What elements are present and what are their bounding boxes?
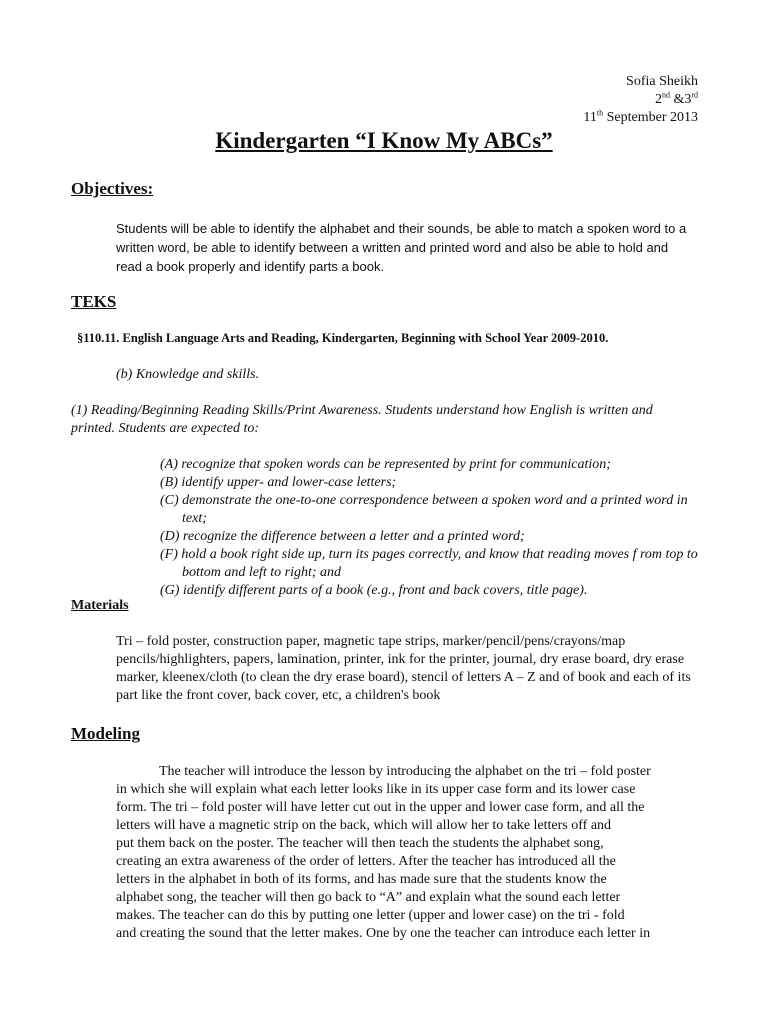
lesson-date: 11th September 2013 [583, 108, 698, 125]
text-line: letters in the alphabet in both of its forms, and has made sure that the students know the [116, 872, 607, 887]
text-line: and creating the sound that the letter makes. One by one the teacher can introduce each letter in [116, 926, 651, 941]
objectives-heading: Objectives: [71, 179, 154, 198]
reading-skills-intro: (1) Reading/Beginning Reading Skills/Print Awareness. Students understand how English is written and printed. Students are expected to: [71, 403, 653, 436]
list-item: (A) recognize that spoken words can be represented by print for communication; [160, 457, 611, 472]
text-line: put them back on the poster. The teacher will then teach the students the alphabet song, [116, 836, 604, 851]
text-line: creating an extra awareness of the order of letters. After the teacher has introduced all the [116, 854, 616, 869]
modeling-text [116, 763, 700, 943]
teks-standard: §110.11. English Language Arts and Reading, Kindergarten, Beginning with School Year 2009-2010. [77, 331, 609, 345]
grade-levels: 2nd &3rd [654, 90, 698, 107]
author-header [583, 73, 698, 127]
knowledge-skills: (b) Knowledge and skills. [116, 367, 260, 382]
list-item: (D) recognize the difference between a letter and a printed word; [160, 529, 525, 544]
text-line: letters will have a magnetic strip on the back, which will allow her to take letters off and [116, 818, 612, 833]
text-line: makes. The teacher can do this by putting one letter (upper and lower case) on the tri - fold [116, 908, 625, 923]
teks-items-list [160, 456, 700, 600]
text-line: form. The tri – fold poster will have letter cut out in the upper and lower case form, and all the [116, 800, 645, 815]
list-item: (B) identify upper- and lower-case letters; [160, 475, 397, 490]
list-item: (C) demonstrate the one-to-one correspondence between a spoken word and a printed word in text; [160, 493, 688, 526]
materials-heading: Materials [71, 598, 129, 613]
list-item: (G) identify different parts of a book (e.g., front and back covers, title page). [160, 583, 588, 598]
teks-heading: TEKS [71, 292, 117, 311]
text-line: alphabet song, the teacher will then go back to “A” and explain what the sound each letter [116, 890, 621, 905]
list-item: (F) hold a book right side up, turn its pages correctly, and know that reading moves f rom top to bottom and left to right; and [160, 547, 698, 580]
text-line: The teacher will introduce the lesson by introducing the alphabet on the tri – fold poster [159, 764, 651, 779]
page-title: Kindergarten “I Know My ABCs” [215, 128, 553, 153]
text-line: in which she will explain what each letter looks like in its upper case form and its lower case [116, 782, 636, 797]
author-name: Sofia Sheikh [626, 74, 698, 89]
modeling-heading: Modeling [71, 724, 140, 743]
objectives-text: Students will be able to identify the alphabet and their sounds, be able to match a spoken word to a written word, be able to identify between a written and printed word and also be able to hold and read a book properly and identify parts a book. [116, 221, 687, 274]
materials-text: Tri – fold poster, construction paper, magnetic tape strips, marker/pencil/pens/crayons/map pencils/highlighters, papers, lamination, printer, ink for the printer, journal, dry erase board, dry erase marker, kleenex/cloth (to clean the dry erase board), stencil of letters A – Z and of book and each of its part like the front cover, back cover, etc, a children's book [116, 634, 691, 703]
